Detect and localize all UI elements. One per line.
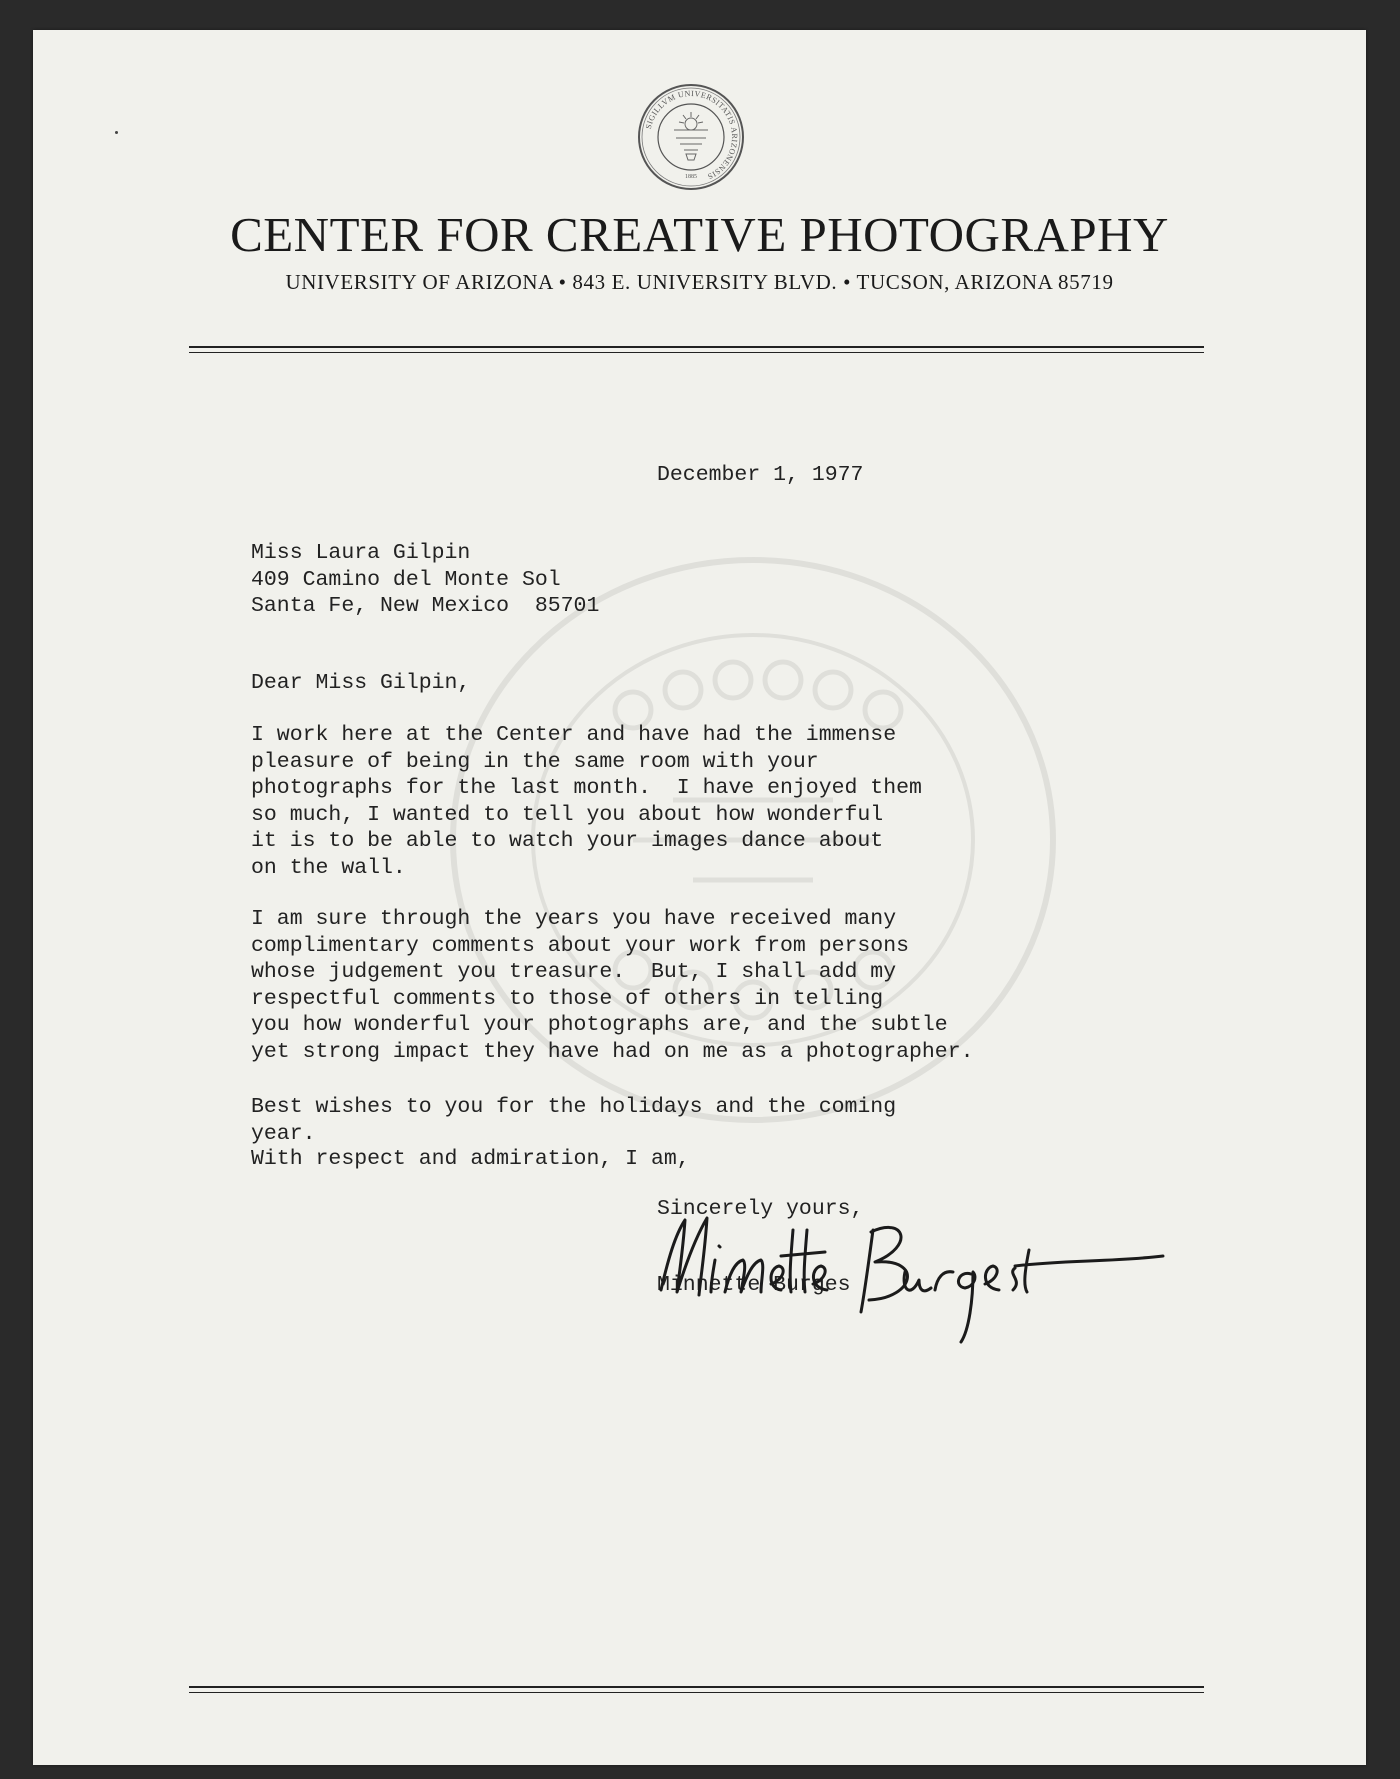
recipient-street: 409 Camino del Monte Sol [251, 567, 561, 592]
body-paragraph-3: Best wishes to you for the holidays and the coming year. [251, 1095, 897, 1146]
header-rule-thin [189, 352, 1204, 353]
closing-line: With respect and admiration, I am, [251, 1147, 690, 1171]
svg-text:SIGILLVM UNIVERSITATIS ARIZONE: SIGILLVM UNIVERSITATIS ARIZONENSIS [643, 88, 740, 182]
letter-date: December 1, 1977 [657, 463, 864, 487]
letter-page [33, 30, 1366, 1765]
header-rule-thick [189, 346, 1204, 348]
recipient-address [251, 540, 599, 620]
sign-off: Sincerely yours, [657, 1197, 864, 1221]
salutation: Dear Miss Gilpin, [251, 671, 471, 695]
paper-speck [115, 131, 118, 134]
footer-rule-thick [189, 1686, 1204, 1688]
typed-signature-name: Minnette Burges [657, 1273, 851, 1297]
body-paragraph-1: I work here at the Center and have had the immense pleasure of being in the same room with your photographs for the last month. I have enjoyed them so much, I wanted to tell you about how wonderful it is to be able to watch your images dance about on the wall. [251, 723, 922, 880]
body-paragraph-2: I am sure through the years you have received many complimentary comments about your work from persons whose judgement you treasure. But, I shall add my respectful comments to those of others in telling you how wonderful your photographs are, and the subtle yet strong impact they have had on me as a photographer. [251, 907, 974, 1064]
letterhead-title: CENTER FOR CREATIVE PHOTOGRAPHY [230, 207, 1169, 262]
recipient-city: Santa Fe, New Mexico 85701 [251, 594, 600, 618]
handwritten-signature [643, 1180, 1263, 1370]
footer-rule-thin [189, 1692, 1204, 1693]
recipient-name: Miss Laura Gilpin [251, 541, 471, 565]
university-seal-icon [636, 82, 746, 192]
letterhead-address: UNIVERSITY OF ARIZONA • 843 E. UNIVERSITY BLVD. • TUCSON, ARIZONA 85719 [285, 270, 1114, 294]
svg-text:1885: 1885 [685, 174, 697, 180]
